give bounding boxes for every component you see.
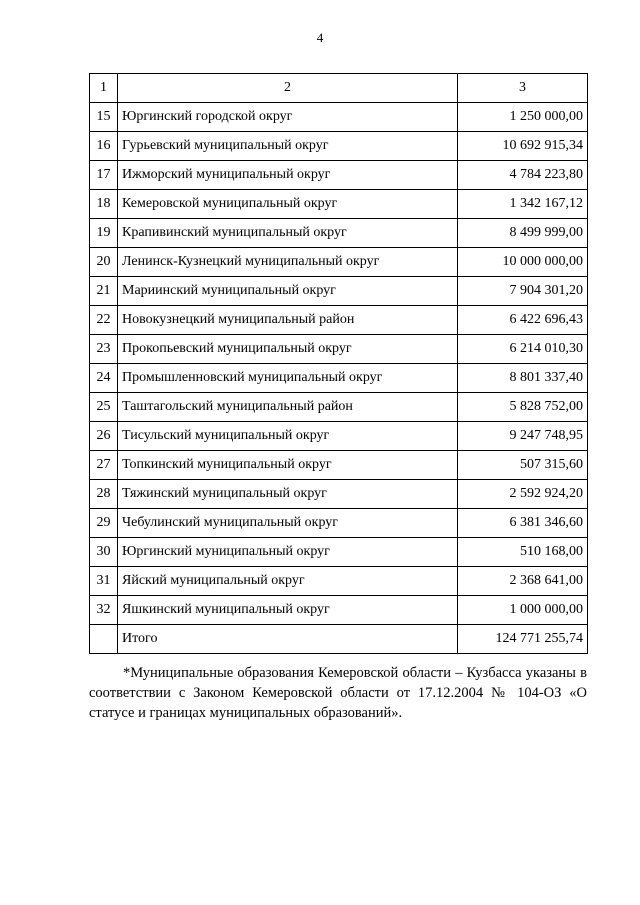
municipality-name-cell: Чебулинский муниципальный округ	[118, 509, 458, 538]
total-empty-cell	[90, 625, 118, 654]
municipality-name-cell: Тяжинский муниципальный округ	[118, 480, 458, 509]
row-number-cell: 17	[90, 161, 118, 190]
table-row	[90, 364, 588, 393]
municipality-name-cell: Тисульский муниципальный округ	[118, 422, 458, 451]
row-number-cell: 20	[90, 248, 118, 277]
row-number-cell: 28	[90, 480, 118, 509]
table-row	[90, 161, 588, 190]
municipality-name-cell: Кемеровской муниципальный округ	[118, 190, 458, 219]
municipality-name-cell: Промышленновский муниципальный округ	[118, 364, 458, 393]
amount-cell: 2 368 641,00	[458, 567, 588, 596]
amount-cell: 5 828 752,00	[458, 393, 588, 422]
row-number-cell: 23	[90, 335, 118, 364]
row-number-cell: 32	[90, 596, 118, 625]
amount-cell: 6 422 696,43	[458, 306, 588, 335]
municipality-name-cell: Новокузнецкий муниципальный район	[118, 306, 458, 335]
table-row	[90, 103, 588, 132]
amount-cell: 8 801 337,40	[458, 364, 588, 393]
total-amount: 124 771 255,74	[458, 625, 588, 654]
row-number-cell: 26	[90, 422, 118, 451]
amount-cell: 8 499 999,00	[458, 219, 588, 248]
table-row	[90, 393, 588, 422]
table-row	[90, 596, 588, 625]
table-row	[90, 219, 588, 248]
table-row	[90, 277, 588, 306]
row-number-cell: 15	[90, 103, 118, 132]
table-row	[90, 567, 588, 596]
municipality-name-cell: Мариинский муниципальный округ	[118, 277, 458, 306]
municipality-name-cell: Ижморский муниципальный округ	[118, 161, 458, 190]
amount-cell: 1 000 000,00	[458, 596, 588, 625]
row-number-cell: 24	[90, 364, 118, 393]
footnote	[89, 663, 587, 723]
municipality-name-cell: Юргинский муниципальный округ	[118, 538, 458, 567]
row-number-cell: 27	[90, 451, 118, 480]
municipality-name-cell: Гурьевский муниципальный округ	[118, 132, 458, 161]
column-header-3: 3	[458, 74, 588, 103]
table-row	[90, 190, 588, 219]
municipality-name-cell: Яйский муниципальный округ	[118, 567, 458, 596]
amount-cell: 6 381 346,60	[458, 509, 588, 538]
amount-cell: 2 592 924,20	[458, 480, 588, 509]
column-header-2: 2	[118, 74, 458, 103]
row-number-cell: 18	[90, 190, 118, 219]
table-row	[90, 480, 588, 509]
row-number-cell: 31	[90, 567, 118, 596]
table-row	[90, 538, 588, 567]
row-number-cell: 30	[90, 538, 118, 567]
table-row	[90, 335, 588, 364]
column-header-1: 1	[90, 74, 118, 103]
amount-cell: 6 214 010,30	[458, 335, 588, 364]
allocation-table	[89, 73, 588, 654]
amount-cell: 7 904 301,20	[458, 277, 588, 306]
table-row	[90, 422, 588, 451]
amount-cell: 1 250 000,00	[458, 103, 588, 132]
municipality-name-cell: Яшкинский муниципальный округ	[118, 596, 458, 625]
table-row	[90, 451, 588, 480]
amount-cell: 1 342 167,12	[458, 190, 588, 219]
row-number-cell: 25	[90, 393, 118, 422]
row-number-cell: 29	[90, 509, 118, 538]
total-label: Итого	[118, 625, 458, 654]
page-number: 4	[316, 30, 324, 45]
row-number-cell: 21	[90, 277, 118, 306]
table-row	[90, 132, 588, 161]
table-row	[90, 509, 588, 538]
municipality-name-cell: Таштагольский муниципальный район	[118, 393, 458, 422]
amount-cell: 4 784 223,80	[458, 161, 588, 190]
amount-cell: 9 247 748,95	[458, 422, 588, 451]
row-number-cell: 22	[90, 306, 118, 335]
municipality-name-cell: Топкинский муниципальный округ	[118, 451, 458, 480]
municipality-name-cell: Крапивинский муниципальный округ	[118, 219, 458, 248]
municipality-name-cell: Юргинский городской округ	[118, 103, 458, 132]
amount-cell: 10 000 000,00	[458, 248, 588, 277]
amount-cell: 510 168,00	[458, 538, 588, 567]
table-row	[90, 306, 588, 335]
municipality-name-cell: Прокопьевский муниципальный округ	[118, 335, 458, 364]
amount-cell: 507 315,60	[458, 451, 588, 480]
amount-cell: 10 692 915,34	[458, 132, 588, 161]
total-row	[90, 625, 588, 654]
row-number-cell: 19	[90, 219, 118, 248]
footnote-text: *Муниципальные образования Кемеровской области – Кузбасса указаны в соответствии с Законом Кемеровской области от 17.12.2004 № 104-ОЗ «О статусе и границах муниципальных образований».	[89, 665, 587, 721]
table-row	[90, 248, 588, 277]
row-number-cell: 16	[90, 132, 118, 161]
table-header-row	[90, 74, 588, 103]
municipality-name-cell: Ленинск-Кузнецкий муниципальный округ	[118, 248, 458, 277]
